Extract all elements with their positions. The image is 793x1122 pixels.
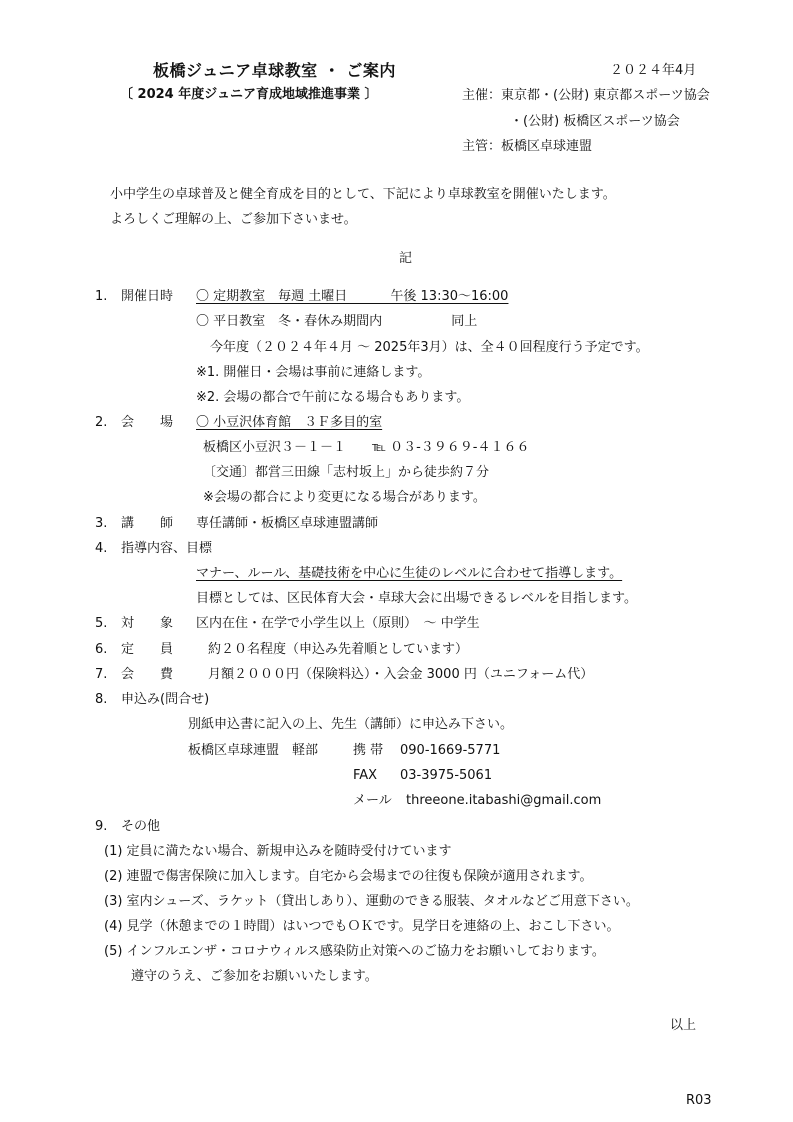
mobile-label: 携 帯 (353, 743, 384, 758)
section-number: 4. (95, 541, 108, 556)
manager-line: 主管：板橋区卓球連盟 (462, 139, 593, 154)
section-label: 会 場 (121, 415, 174, 430)
fax-number: 03-3975-5061 (400, 768, 493, 783)
section-7-heading (95, 668, 173, 681)
section-9-heading (95, 820, 160, 833)
weekday-class-line: 〇 平日教室 冬・春休み期間内 同上 (196, 314, 478, 329)
other-item-5: (5) インフルエンザ・コロナウィルス感染防止対策へのご協力をお願いしております。 (104, 944, 605, 959)
venue-address-line: 板橋区小豆沢３－１－１ ℡ ０３-３９６９-４１６６ (203, 440, 530, 455)
guidance-goal-line: 目標としては、区民体育大会・卓球大会に出場できるレベルを目指します。 (196, 591, 637, 606)
mail-label: メール (353, 793, 392, 808)
section-5-heading (95, 617, 173, 630)
organizer-line-2: ・(公財) 板橋区スポーツ協会 (510, 114, 680, 129)
section-label: 申込み(問合せ) (121, 692, 210, 707)
instructor-line: 専任講師・板橋区卓球連盟講師 (196, 516, 379, 531)
other-item-2: (2) 連盟で傷害保険に加入します。自宅から会場までの往復も保険が適用されます。 (104, 869, 593, 884)
section-number: 3. (95, 516, 108, 531)
regular-class-line: 〇 定期教室 毎週 土曜日 午後 13:30～16:00 (196, 289, 509, 304)
fax-label: FAX (353, 768, 378, 783)
contact-organization: 板橋区卓球連盟 軽部 (188, 743, 319, 758)
fee-line: 月額２０００円（保険料込）・入会金 3000 円（ユニフォーム代） (208, 667, 594, 682)
intro-line-2: よろしくご理解の上、ご参加下さいませ。 (110, 212, 357, 227)
section-6-heading (95, 643, 173, 656)
section-number: 8. (95, 692, 108, 707)
other-item-3: (3) 室内シューズ、ラケット（貸出しあり）、運動のできる服装、タオルなどご用意下さい。 (104, 894, 639, 909)
document-date: ２０２４年4月 (610, 63, 697, 78)
section-number: 1. (95, 289, 108, 304)
section-label: 定 員 (121, 642, 174, 657)
other-item-5-continued: 遵守のうえ、ご参加をお願いいたします。 (131, 969, 378, 984)
venue-name-line: 〇 小豆沢体育館 ３Ｆ多目的室 (196, 415, 383, 430)
note-1-line: ※1. 開催日・会場は事前に連絡します。 (196, 365, 431, 380)
note-2-line: ※2. 会場の都合で午前になる場合もあります。 (196, 390, 470, 405)
section-2-heading (95, 416, 173, 429)
section-3-heading (95, 517, 173, 530)
section-8-heading (95, 693, 209, 706)
other-item-1: (1) 定員に満たない場合、新規申込みを随時受付けています (104, 844, 452, 859)
organizer-line-1: 主催：東京都・(公財) 東京都スポーツ協会 (462, 88, 710, 103)
footer-code: R03 (686, 1093, 712, 1108)
section-4-heading (95, 542, 212, 555)
section-number: 6. (95, 642, 108, 657)
ki-mark: 記 (399, 251, 413, 266)
section-label: 会 費 (121, 667, 174, 682)
closing-mark: 以上 (670, 1018, 697, 1033)
section-label: 指導内容、目標 (121, 541, 213, 556)
section-label: 対 象 (121, 616, 174, 631)
other-item-4: (4) 見学（休憩までの１時間）はいつでもＯＫです。見学日を連絡の上、おこし下さい。 (104, 919, 620, 934)
document-subtitle: 〔 2024 年度ジュニア育成地域推進事業 〕 (120, 87, 378, 102)
mobile-number: 090-1669-5771 (400, 743, 501, 758)
section-number: 7. (95, 667, 108, 682)
document-title: 板橋ジュニア卓球教室 ・ ご案内 (153, 61, 396, 80)
section-label: 講 師 (121, 516, 174, 531)
target-line: 区内在住・在学で小学生以上（原則） ～ 中学生 (196, 616, 480, 631)
section-number: 5. (95, 616, 108, 631)
section-1-heading (95, 290, 173, 303)
section-number: 2. (95, 415, 108, 430)
capacity-line: 約２０名程度（申込み先着順としています） (208, 642, 469, 657)
venue-access-line: 〔交通〕都営三田線「志村坂上」から徒歩約７分 (203, 465, 490, 480)
season-schedule-line: 今年度（２０２４年４月 ～ 2025年3月）は、全４０回程度行う予定です。 (210, 340, 649, 355)
application-instructions: 別紙申込書に記入の上、先生（講師）に申込み下さい。 (188, 717, 514, 732)
guidance-content-line: マナー、ルール、基礎技術を中心に生徒のレベルに合わせて指導します。 (196, 566, 623, 581)
section-number: 9. (95, 819, 108, 834)
mail-address: threeone.itabashi@gmail.com (406, 793, 602, 808)
section-label: 開催日時 (121, 289, 174, 304)
section-label: その他 (121, 819, 161, 834)
venue-note-line: ※会場の都合により変更になる場合があります。 (203, 490, 486, 505)
intro-line-1: 小中学生の卓球普及と健全育成を目的として、下記により卓球教室を開催いたします。 (110, 187, 616, 202)
